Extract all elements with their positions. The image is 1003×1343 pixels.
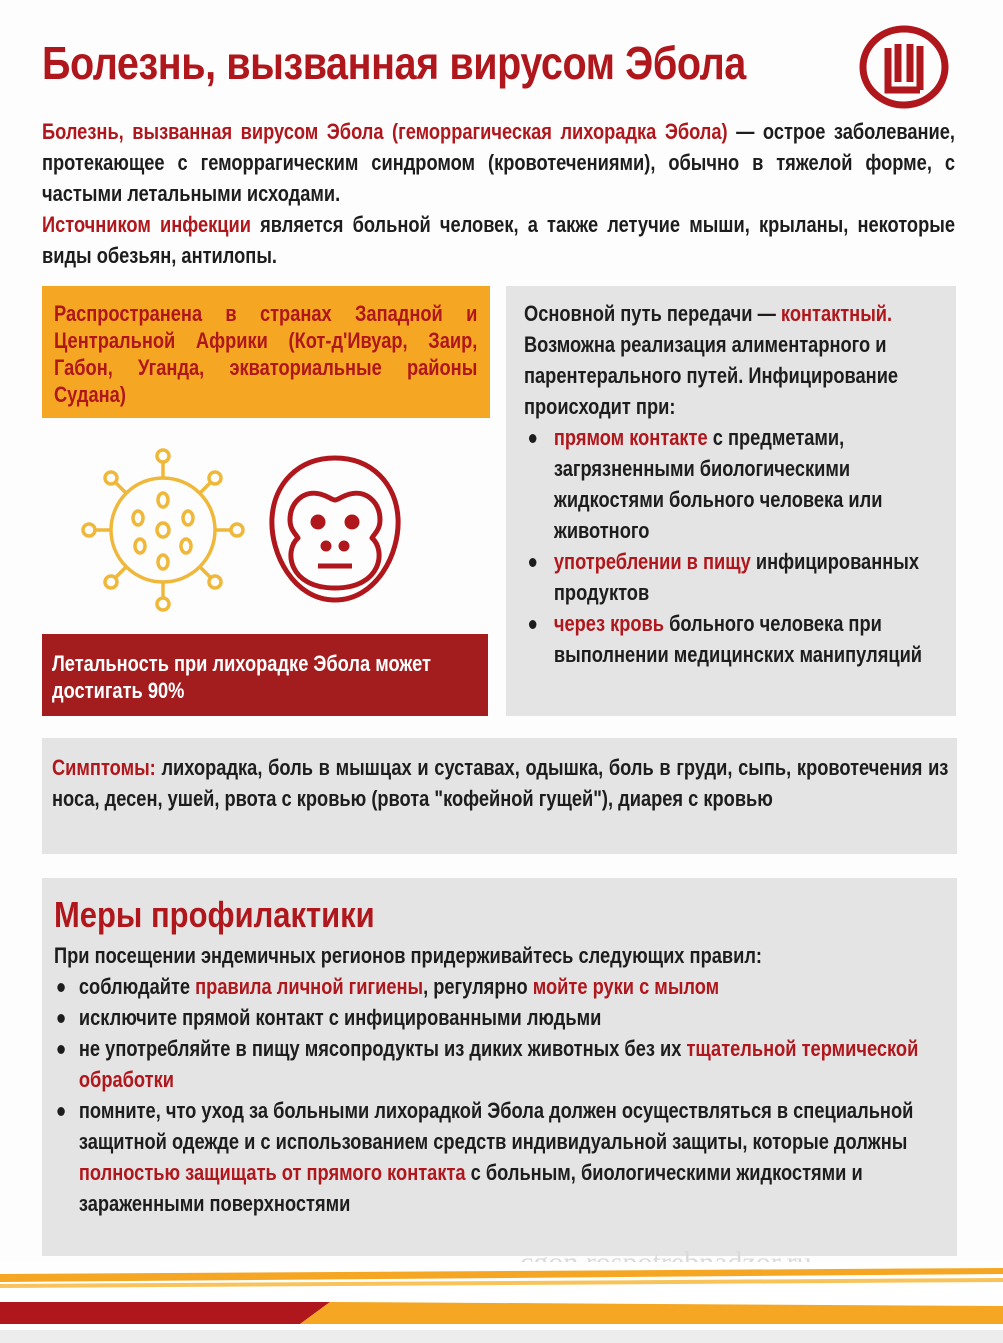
lethality-box (42, 634, 488, 716)
transmission-lead: Основной путь передачи — (524, 301, 781, 326)
list-item-highlight: полностью защищать от прямого контакта (78, 1160, 466, 1185)
list-item (524, 608, 947, 670)
intro-text (42, 116, 955, 271)
list-item-text: с предметами, загрязненными биологическими жидкостями больного человека или животного (553, 425, 883, 543)
list-item-text: помните, что уход за больными лихорадкой Эбола должен осуществляться в специальной защитной одежде и с использованием средств индивидуальной защиты, которые должны (78, 1098, 914, 1154)
symptoms-text: лихорадка, боль в мышцах и суставах, одышка, боль в груди, сыпь, кровотечения из носа, десен, ушей, рвота с кровью (рвота "кофейной гущей"), диарея с кровью (52, 755, 949, 811)
list-item-text: с больным, биологическими жидкостями и зараженными поверхностями (78, 1160, 863, 1216)
list-item-text: , регулярно (423, 974, 533, 999)
list-item-text: больного человека при выполнении медицинских манипуляций (553, 611, 923, 667)
lethality-text: Летальность при лихорадке Эбола может достигать 90% (52, 651, 431, 703)
symptoms-box (42, 738, 957, 854)
list-item (524, 422, 947, 546)
list-item-text: исключите прямой контакт с инфицированными людьми (78, 1005, 602, 1030)
prevention-heading: Меры профилактики (54, 894, 375, 935)
list-item-highlight: через кровь (553, 611, 664, 636)
list-item (54, 1002, 934, 1033)
footer-stripes (0, 1262, 1003, 1343)
list-item-text: инфицированных продуктов (553, 549, 920, 605)
list-item (524, 546, 947, 608)
transmission-list (524, 422, 947, 670)
transmission-route: контактный. (780, 301, 893, 326)
virus-icon (78, 440, 248, 620)
monkey-icon (260, 450, 410, 610)
list-item-highlight: мойте руки с мылом (532, 974, 720, 999)
rospotrebnadzor-logo (858, 24, 950, 110)
illustrations (42, 440, 490, 620)
list-item-highlight: правила личной гигиены (195, 974, 424, 999)
intro-source-label: Источником инфекции (42, 212, 251, 237)
list-item (54, 1095, 934, 1219)
intro-definition: — острое заболевание, протекающее с геморрагическим синдромом (кровотечениями), обычно в тяжелой форме, с частыми летальными исходами. (42, 119, 955, 206)
list-item (54, 971, 934, 1002)
prevention-lead: При посещении эндемичных регионов придерживайтесь следующих правил: (54, 943, 763, 968)
transmission-text: Возможна реализация алиментарного и парентерального путей. Инфицирование происходит при: (524, 332, 899, 419)
list-item-text: соблюдайте (78, 974, 196, 999)
prevention-box (42, 878, 957, 1256)
list-item (54, 1033, 934, 1095)
list-item-highlight: употреблении в пищу (553, 549, 751, 574)
distribution-text: Распространена в странах Западной и Центральной Африки (Кот-д'Ивуар, Заир, Габон, Уганда, экваториальные районы Судана) (54, 301, 478, 407)
symptoms-label: Симптомы: (52, 755, 156, 780)
distribution-box (42, 286, 490, 418)
page-title: Болезнь, вызванная вирусом Эбола (42, 37, 746, 89)
intro-disease-name: Болезнь, вызванная вирусом Эбола (геморрагическая лихорадка Эбола) (42, 119, 728, 144)
list-item-highlight: тщательной термической обработки (78, 1036, 919, 1092)
list-item-highlight: прямом контакте (553, 425, 708, 450)
transmission-box (506, 286, 956, 716)
prevention-list (54, 971, 934, 1219)
list-item-text: не употребляйте в пищу мясопродукты из диких животных без их (78, 1036, 687, 1061)
intro-source-text: является больной человек, а также летучие мыши, крыланы, некоторые виды обезьян, антилопы. (42, 212, 956, 268)
